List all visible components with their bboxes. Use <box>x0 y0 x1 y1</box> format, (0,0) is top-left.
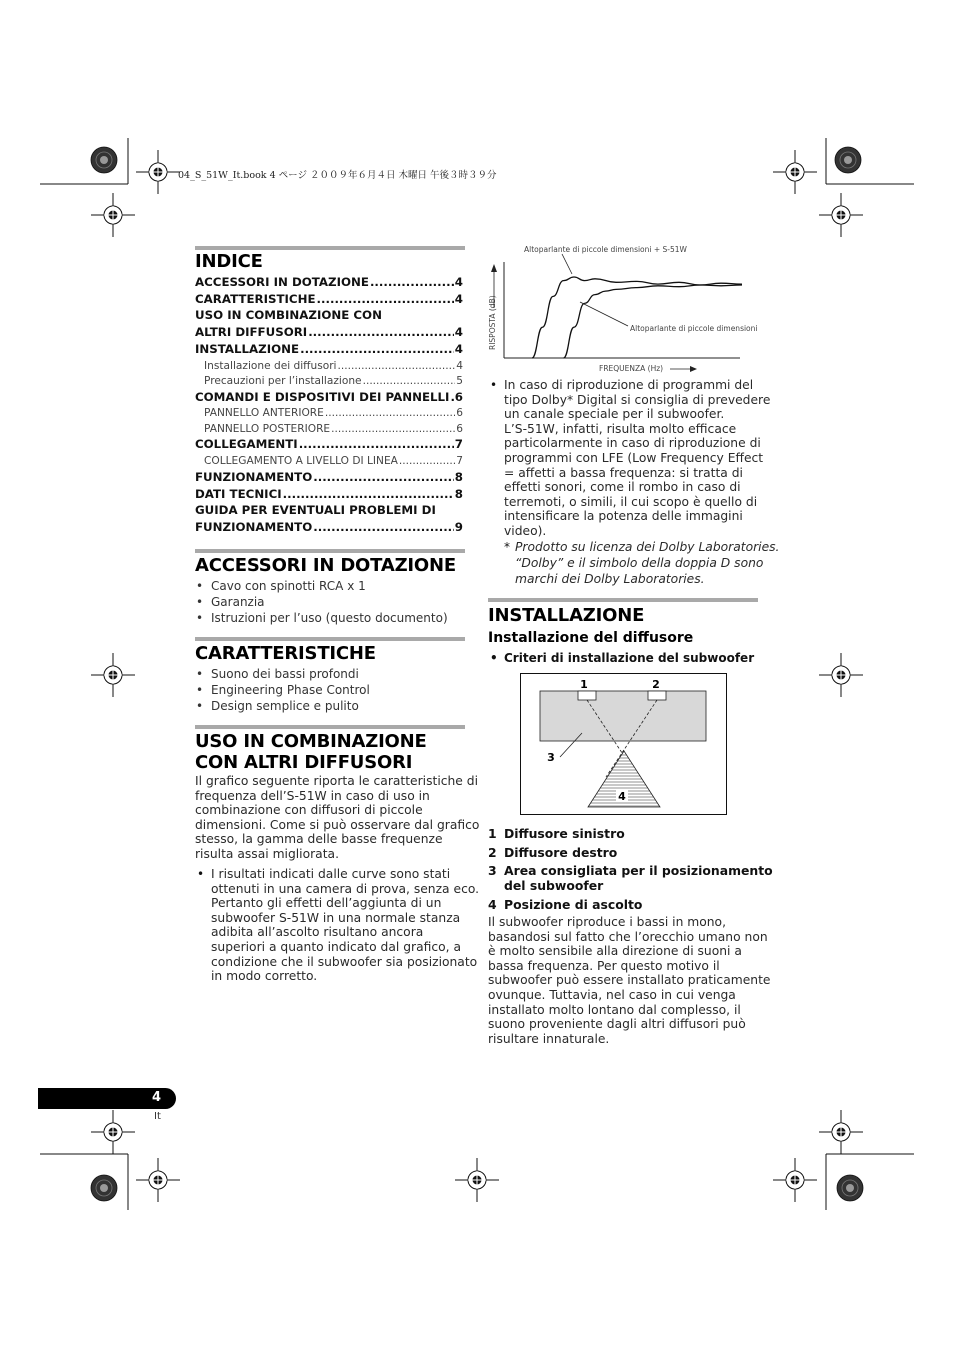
dolby-footnote: Prodotto su licenza dei Dolby Laboratories. “Dolby” e il simbolo della doppia D sono marchi dei Dolby Laboratories. <box>515 540 780 586</box>
y-axis-arrowhead <box>491 264 497 272</box>
section-title-uso: USO IN COMBINAZIONE CON ALTRI DIFFUSORI <box>195 731 427 773</box>
list-item-text: Diffusore destro <box>504 845 618 860</box>
list-item: 2 <box>488 845 497 860</box>
toc-entry[interactable]: PANNELLO ANTERIORE ..... 6 <box>195 407 463 419</box>
toc-entry[interactable]: PANNELLO POSTERIORE ..... 6 <box>195 423 463 435</box>
section-title-accessori: ACCESSORI IN DOTAZIONE <box>195 555 456 576</box>
toc-entry[interactable]: FUNZIONAMENTO ..... 9 <box>195 520 463 534</box>
list-item: 4 <box>488 897 497 912</box>
list-item: • Engineering Phase Control <box>211 683 370 697</box>
uso-bullet: I risultati indicati dalle curve sono stati ottenuti in una camera di prova, senza eco. Pertanto gli effetti dell’aggiunta di un subwoofer S-51W in una normale stanza adibita all’ascolto risultano ancora superiori a quanto indicato dal grafico, a condizione che il subwoofer sia posizionato in modo corretto. <box>211 867 480 984</box>
subsection-title: Installazione del diffusore <box>488 630 694 646</box>
section-rule <box>195 725 465 729</box>
left-speaker <box>578 691 596 700</box>
list-item-text: Diffusore sinistro <box>504 826 625 841</box>
toc-entry[interactable]: ACCESSORI IN DOTAZIONE ..... 4 <box>195 275 463 289</box>
installazione-paragraph: Il subwoofer riproduce i bassi in mono, basandosi sul fatto che l’orecchio umano non è molto sensibile alla direzione di suoni a bassa frequenza. Per questo motivo il subwoofer può essere installato praticamente ovunque. Tuttavia, nel caso in cui venga installato molto lontano dal complesso, il suono proveniente dagli altri diffusori può risultare innaturale. <box>488 915 771 1046</box>
toc-entry[interactable]: USO IN COMBINAZIONE CON <box>195 308 382 322</box>
diagram-label-1: 1 <box>580 678 588 691</box>
x-axis-arrowhead <box>690 366 697 372</box>
list-item: • Istruzioni per l’uso (questo documento) <box>211 611 448 625</box>
chart-ylabel: RISPOSTA (dB) <box>488 295 497 350</box>
frequency-response-chart <box>480 250 770 380</box>
toc-entry[interactable]: INSTALLAZIONE ..... 4 <box>195 342 463 356</box>
list-item: • Design semplice e pulito <box>211 699 359 713</box>
list-item-text: Posizione di ascolto <box>504 897 643 912</box>
toc-entry[interactable]: CARATTERISTICHE ..... 4 <box>195 292 463 306</box>
chart-label-combined: Altoparlante di piccole dimensioni + S-51W <box>524 245 687 254</box>
chart-label-small: Altoparlante di piccole dimensioni <box>630 324 758 333</box>
toc-entry[interactable]: Precauzioni per l’installazione ..... 5 <box>195 375 463 387</box>
chart-xlabel: FREQUENZA (Hz) <box>599 364 664 373</box>
uso-paragraph: Il grafico seguente riporta le caratteristiche di frequenza dell’S-51W in caso di uso in combinazione con diffusori di piccole dimensioni. Come si può osservare dal grafico stesso, la gamma delle basse frequenze risulta assai migliorata. <box>195 774 480 861</box>
section-rule <box>195 246 465 250</box>
section-rule <box>195 549 465 553</box>
list-item: 1 <box>488 826 497 841</box>
toc-entry[interactable]: COLLEGAMENTO A LIVELLO DI LINEA ..... 7 <box>195 455 463 467</box>
list-item: • Suono dei bassi profondi <box>211 667 359 681</box>
toc-entry[interactable]: GUIDA PER EVENTUALI PROBLEMI DI <box>195 503 436 517</box>
list-item: • Garanzia <box>211 595 265 609</box>
section-rule <box>195 637 465 641</box>
toc-title: INDICE <box>195 251 263 272</box>
footnote-marker: * <box>504 540 510 554</box>
diagram-label-4: 4 <box>618 790 626 803</box>
toc-entry[interactable]: COMANDI E DISPOSITIVI DEI PANNELLI ..... 6 <box>195 390 463 404</box>
list-item-text: Area consigliata per il posizionamento del subwoofer <box>504 863 773 893</box>
list-item: • Cavo con spinotti RCA x 1 <box>211 579 366 593</box>
right-speaker <box>648 691 666 700</box>
bullet-icon: • <box>490 378 498 392</box>
list-item: 3 <box>488 863 497 878</box>
callout-line-combined <box>562 254 572 274</box>
toc-entry[interactable]: DATI TECNICI ..... 8 <box>195 487 463 501</box>
criteria-heading: Criteri di installazione del subwoofer <box>504 651 755 665</box>
bullet-icon: • <box>197 867 205 881</box>
toc-entry[interactable]: FUNZIONAMENTO ..... 8 <box>195 470 463 484</box>
print-header: 04_S_51W_It.book 4 ページ ２００９年６月４日 木曜日 午後３時３９分 <box>178 170 497 181</box>
language-code: It <box>154 1111 161 1122</box>
bullet-icon: • <box>490 651 498 665</box>
series-line-combined <box>532 277 742 358</box>
diagram-label-3: 3 <box>547 751 555 764</box>
room-area <box>540 691 706 741</box>
series-line-small <box>564 285 743 358</box>
toc-entry[interactable]: ALTRI DIFFUSORI ..... 4 <box>195 325 463 339</box>
callout-line-small <box>580 302 628 326</box>
section-rule <box>488 598 758 602</box>
section-title-caratteristiche: CARATTERISTICHE <box>195 643 376 664</box>
toc-entry[interactable]: COLLEGAMENTI ..... 7 <box>195 437 463 451</box>
placement-diagram <box>520 673 728 816</box>
page-number: 4 <box>152 1090 162 1105</box>
dolby-bullet: In caso di riproduzione di programmi del tipo Dolby* Digital si consiglia di prevedere un canale speciale per il subwoofer. L’S-51W, infatti, risulta molto efficace particolarmente in caso di riproduzione di programmi con LFE (Low Frequency Effect = affetti a bassa frequenza: si tratta di effetti sonori, come il rombo in caso di terremoti, o simili, il cui scopo è quello di intensificare la potenza delle immagini video). <box>504 378 771 538</box>
section-title-installazione: INSTALLAZIONE <box>488 605 645 626</box>
toc-entry[interactable]: Installazione dei diffusori ..... 4 <box>195 360 463 372</box>
diagram-label-2: 2 <box>652 678 660 691</box>
